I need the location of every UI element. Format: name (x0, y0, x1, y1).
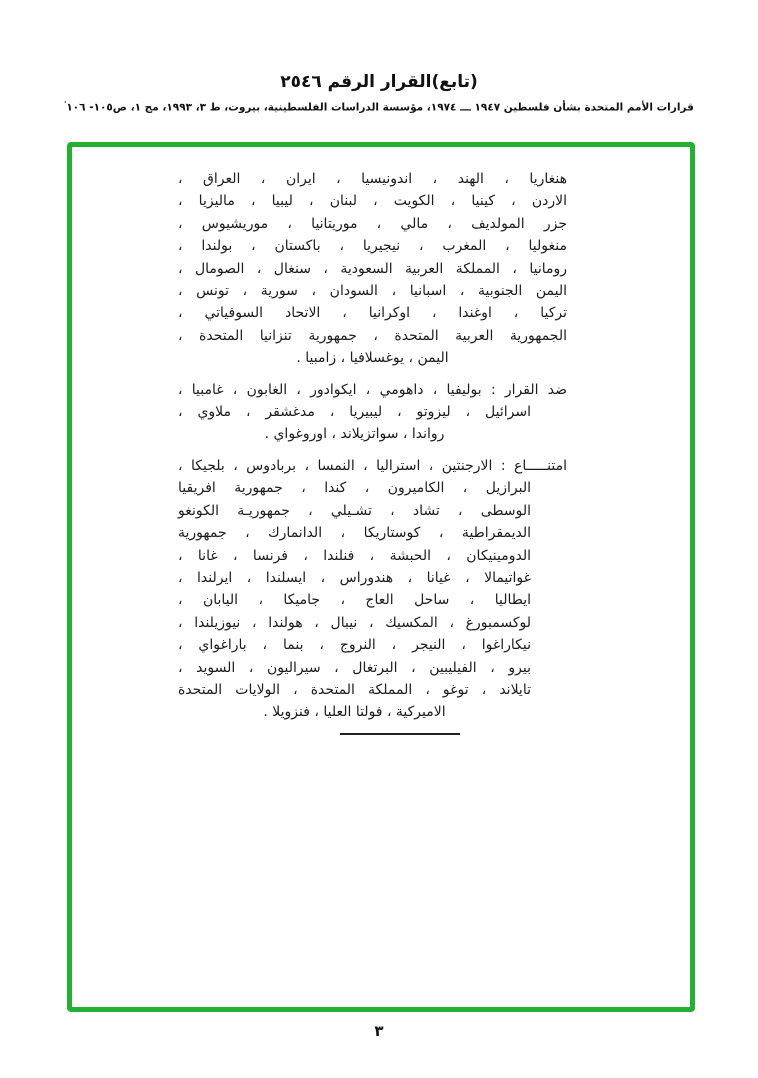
country-list-line: الاميركية ، فولتا العليا ، فنزويلا . (263, 704, 446, 721)
section-end-divider (340, 733, 460, 735)
country-list-line: ايطاليا ، ساحل العاج ، جاميكا ، اليابان ، (178, 592, 531, 609)
country-list-line: لوكسمبورغ ، المكسيك ، نيبال ، هولندا ، نيوزيلندا ، (178, 614, 531, 631)
country-list-line: البرازيل ، الكاميرون ، كندا ، جمهورية افريقيا (178, 480, 531, 497)
country-list-line: الدومينيكان ، الحبشة ، فنلندا ، فرنسا ، غانا ، (178, 547, 531, 564)
country-list-line: تركيا ، اوغندا ، اوكرانيا ، الاتحاد السوفياتي ، (178, 305, 567, 322)
abstention-label: امتنـــــاع (514, 457, 567, 474)
source-citation (0, 100, 758, 114)
country-list-line: نيكاراغوا ، النيجر ، النروج ، بنما ، باراغواي ، (178, 637, 531, 654)
country-list-line: تايلاند ، توغو ، المملكة المتحدة ، الولايات المتحدة (178, 681, 531, 698)
country-list-segment: الارجنتين ، استراليا ، النمسا ، بربادوس ، بلجيكا ، (178, 457, 493, 474)
country-list-line: رواندا ، سواتزيلاند ، اوروغواي . (264, 426, 445, 443)
country-list-line: غواتيمالا ، غيانا ، هندوراس ، ايسلندا ، ايرلندا ، (178, 569, 531, 586)
against-first-line (178, 379, 567, 401)
resolution-title: (تابع)القرار الرقم ٢٥٤٦ (280, 72, 478, 92)
country-list-line: الاردن ، كينيا ، الكويت ، لبنان ، ليبيا ، ماليزيا ، (178, 193, 567, 210)
label-separator: : (500, 457, 506, 474)
country-list-line: الوسطى ، تشاد ، تشـيلي ، جمهوريـة الكونغو (178, 502, 531, 519)
country-list-line: رومانيا ، المملكة العربية السعودية ، سنغال ، الصومال ، (178, 260, 567, 277)
country-list-line: الجمهورية العربية المتحدة ، جمهورية تنزانيا المتحدة ، (178, 327, 567, 344)
label-separator: : (490, 381, 496, 398)
page-number: ٣ (374, 1022, 384, 1040)
country-list-line: منغوليا ، المغرب ، نيجيريا ، باكستان ، بولندا ، (178, 238, 567, 255)
abstention-first-line (178, 455, 567, 477)
country-list-line: هنغاريا ، الهند ، اندونيسيا ، ايران ، العراق ، (178, 171, 567, 187)
country-list-line: بيرو ، الفيليبين ، البرتغال ، سيراليون ، السويد ، (178, 659, 531, 676)
resolution-frame (67, 142, 695, 1012)
country-list-line: اسرائيل ، ليزوتو ، ليبيريا ، مدغشقر ، ملاوي ، (178, 404, 531, 421)
page-header (0, 72, 758, 114)
abstention-section (178, 455, 567, 724)
page-footer (0, 1022, 758, 1040)
country-list-line: الديمقراطية ، كوستاريكا ، الدانمارك ، جمهورية (178, 525, 531, 542)
country-list-line: اليمن الجنوبية ، اسبانيا ، السودان ، سورية ، تونس ، (178, 283, 567, 300)
country-list-segment: بوليفيا ، داهومي ، ايكوادور ، الغابون ، غامبيا ، (178, 381, 482, 398)
against-label: ضد القرار (504, 381, 567, 398)
against-section (178, 379, 567, 446)
in-favor-continuation-block (178, 168, 567, 370)
country-list-line: جزر المولديف ، مالي ، موريتانيا ، موريشيوس ، (178, 215, 567, 232)
footnote-mark: ' (64, 100, 67, 108)
country-list-line: اليمن ، يوغسلافيا ، زامبيا . (296, 350, 449, 367)
voting-record-text (178, 168, 567, 724)
source-citation-text: قرارات الأمم المتحدة بشأن فلسطين ١٩٤٧ ـــ ١٩٧٤، مؤسسة الدراسات الفلسطينية، بيروت، ط ٣، ١٩٩٣، مج ١، ص١٠٥- ١٠٦ (66, 101, 694, 114)
